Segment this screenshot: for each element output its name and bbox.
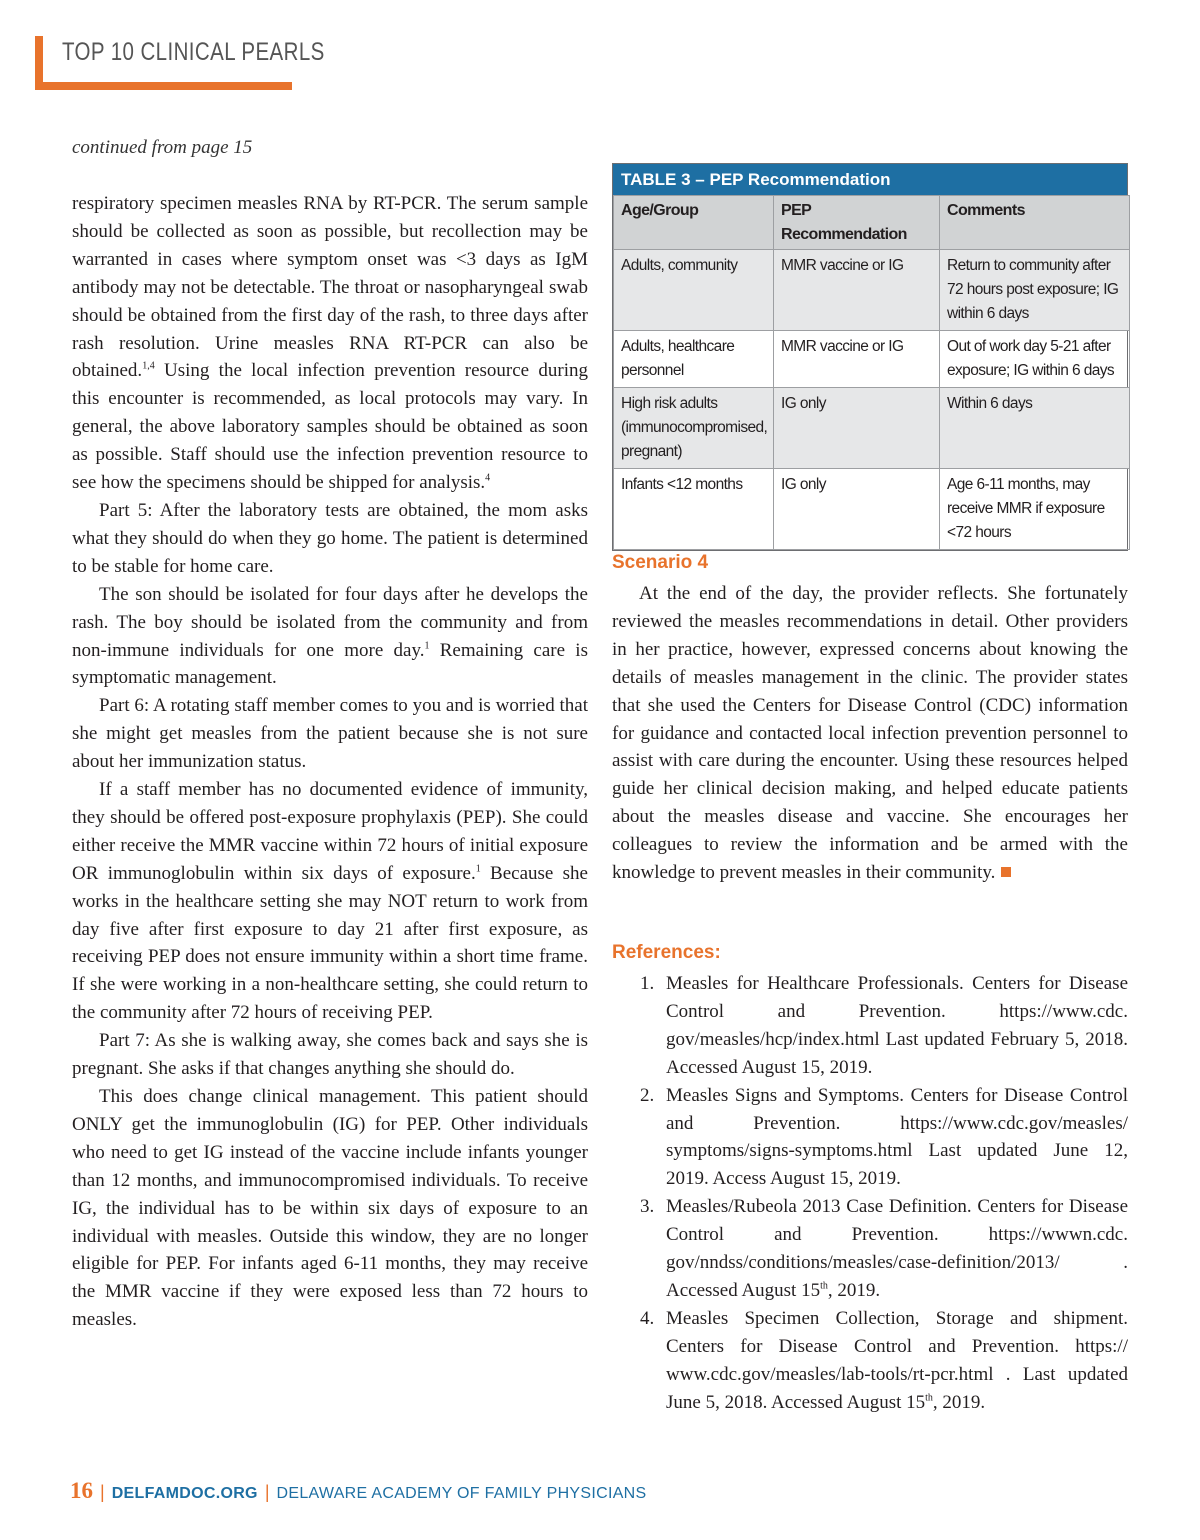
paragraph-5 bbox=[72, 776, 588, 1027]
ordinal-suffix: th bbox=[820, 1280, 828, 1292]
reference-text: Measles Signs and Symptoms. Centers for Disease Control and Prevention. https://www.cdc.gov/measles/ symptoms/signs-symptoms.html Last updated June 12, 2019. Access August 15, 2019. bbox=[666, 1084, 1128, 1190]
reference-text: , 2019. bbox=[932, 1391, 986, 1413]
table-row bbox=[614, 250, 1130, 331]
table-cell: MMR vaccine or IG bbox=[774, 250, 940, 331]
table-row bbox=[614, 469, 1130, 550]
paragraph-6: Part 7: As she is walking away, she comes back and says she is pregnant. She asks if that changes anything she should do. bbox=[72, 1030, 588, 1080]
reference-item bbox=[612, 970, 1128, 1082]
page-footer bbox=[70, 1478, 647, 1504]
references-heading: References: bbox=[612, 942, 721, 963]
column-header: Comments bbox=[940, 196, 1130, 250]
organization-name: DELAWARE ACADEMY OF FAMILY PHYSICIANS bbox=[276, 1485, 647, 1502]
continued-note: continued from page 15 bbox=[72, 137, 253, 158]
table-cell: Return to community after 72 hours post exposure; IG within 6 days bbox=[940, 250, 1130, 331]
pep-table bbox=[612, 163, 1128, 551]
column-header: Age/Group bbox=[614, 196, 774, 250]
table-cell: Adults, healthcare personnel bbox=[614, 331, 774, 388]
reference-item bbox=[612, 1193, 1128, 1305]
reference-text: , 2019. bbox=[827, 1279, 881, 1301]
table-cell: MMR vaccine or IG bbox=[774, 331, 940, 388]
citation: 1 bbox=[424, 640, 430, 652]
table-caption: TABLE 3 – PEP Recommendation bbox=[613, 164, 1127, 195]
table-cell: Within 6 days bbox=[940, 388, 1130, 469]
reference-text: Measles/Rubeola 2013 Case Definition. Centers for Disease Control and Prevention. https://wwwn.cdc. gov/nndss/conditions/measles/case-definition/2013/ . Accessed August 15 bbox=[666, 1196, 1128, 1301]
paragraph-4: Part 6: A rotating staff member comes to you and is worried that she might get measles from the patient because she is not sure about her immunization status. bbox=[72, 695, 588, 773]
table-cell: Adults, community bbox=[614, 250, 774, 331]
text: At the end of the day, the provider reflects. She fortunately reviewed the measles recommendations in detail. Other providers in her practice, however, expressed concerns about knowing the details of measles management in the clinic. The provider states that she used the Centers for Disease Control (CDC) information for guidance and contacted local infection prevention personnel to assist with care during the encounter. Using these resources helped guide her clinical decision making, and helped educate patients about the measles disease and vaccine. She encourages her colleagues to review the information and be armed with the knowledge to prevent measles in their community. bbox=[612, 583, 1128, 884]
reference-number: 2. bbox=[640, 1084, 655, 1106]
reference-number: 3. bbox=[640, 1196, 655, 1218]
table-grid bbox=[613, 195, 1130, 550]
paragraph-1 bbox=[72, 190, 588, 497]
paragraph-2: Part 5: After the laboratory tests are obtained, the mom asks what they should do when they go home. The patient is determined to be stable for home care. bbox=[72, 499, 588, 577]
citation: 1,4 bbox=[142, 361, 155, 373]
table-header-row bbox=[614, 196, 1130, 250]
text: The son should be isolated for four days after he develops the rash. The boy should be isolated from the community and from non-immune individuals for one more day. bbox=[72, 583, 588, 661]
citation: 4 bbox=[485, 472, 491, 484]
scenario-body bbox=[612, 580, 1128, 887]
reference-number: 1. bbox=[640, 973, 655, 994]
left-column bbox=[72, 190, 588, 1334]
text: respiratory specimen measles RNA by RT-PCR. The serum sample should be collected as soon as possible, but recollection may be warranted in cases where symptom onset was <3 days as IgM antibody may not be detectable. The throat or nasopharyngeal swab should be obtained from the first day of the rash, to three days after rash resolution. Urine measles RNA RT-PCR can also be obtained. bbox=[72, 193, 588, 382]
references-list bbox=[612, 970, 1128, 1417]
reference-number: 4. bbox=[640, 1307, 655, 1329]
page-number: 16 bbox=[70, 1478, 93, 1503]
reference-item bbox=[612, 1082, 1128, 1194]
section-title: TOP 10 CLINICAL PEARLS bbox=[62, 38, 325, 66]
footer-separator: | bbox=[100, 1482, 105, 1502]
scenario-heading: Scenario 4 bbox=[612, 552, 709, 573]
text: Because she works in the healthcare setting she may NOT return to work from day five after first exposure to day 21 after first exposure, as receiving PEP does not ensure immunity within a short time frame. If she were working in a non-healthcare setting, she could return to the community after 72 hours of receiving PEP. bbox=[72, 862, 588, 1024]
table-cell: Out of work day 5-21 after exposure; IG within 6 days bbox=[940, 331, 1130, 388]
column-header: PEP Recommendation bbox=[774, 196, 940, 250]
table-cell: High risk adults (immunocompromised, pregnant) bbox=[614, 388, 774, 469]
scenario-paragraph bbox=[612, 580, 1128, 887]
text: Using the local infection prevention resource during this encounter is recommended, as local protocols may vary. In general, the above laboratory samples should be obtained as soon as possible. Staff should use the infection prevention resource to see how the specimens should be shipped for analysis. bbox=[72, 360, 588, 494]
footer-separator: | bbox=[264, 1482, 270, 1502]
text: If a staff member has no documented evidence of immunity, they should be offered post-exposure prophylaxis (PEP). She could either receive the MMR vaccine within 72 hours of initial exposure OR immunoglobulin within six days of exposure. bbox=[72, 779, 588, 884]
paragraph-7: This does change clinical management. This patient should ONLY get the immunoglobulin (IG) for PEP. Other individuals who need to get IG instead of the vaccine include infants younger than 12 months, and immunocompromised individuals. To receive IG, the individual has to be within six days of exposure to an individual with measles. Outside this window, they are no longer eligible for PEP. For infants aged 6-11 months, they may receive the MMR vaccine if they were exposed less than 72 hours to measles. bbox=[72, 1086, 588, 1331]
citation: 1 bbox=[475, 863, 481, 875]
text: Remaining care is symptomatic management. bbox=[72, 639, 588, 689]
table-cell: IG only bbox=[774, 388, 940, 469]
table-cell: Age 6-11 months, may receive MMR if exposure <72 hours bbox=[940, 469, 1130, 550]
paragraph-3 bbox=[72, 581, 588, 693]
end-of-article-square-icon bbox=[1001, 867, 1011, 877]
site-link[interactable]: DELFAMDOC.ORG bbox=[111, 1485, 258, 1502]
reference-text: Measles Specimen Collection, Storage and shipment. Centers for Disease Control and Prevention. https:// www.cdc.gov/measles/lab-tools/rt-pcr.html . Last updated June 5, 2018. Accessed August 15 bbox=[666, 1307, 1128, 1413]
header-accent-underline bbox=[35, 82, 292, 90]
table-cell: Infants <12 months bbox=[614, 469, 774, 550]
table-row bbox=[614, 388, 1130, 469]
table-row bbox=[614, 331, 1130, 388]
reference-item bbox=[612, 1305, 1128, 1417]
ordinal-suffix: th bbox=[925, 1392, 933, 1404]
reference-text: Measles for Healthcare Professionals. Centers for Disease Control and Prevention. https://www.cdc. gov/measles/hcp/index.html Last updated February 5, 2018. Accessed August 15, 2019. bbox=[666, 973, 1128, 1078]
table-cell: IG only bbox=[774, 469, 940, 550]
